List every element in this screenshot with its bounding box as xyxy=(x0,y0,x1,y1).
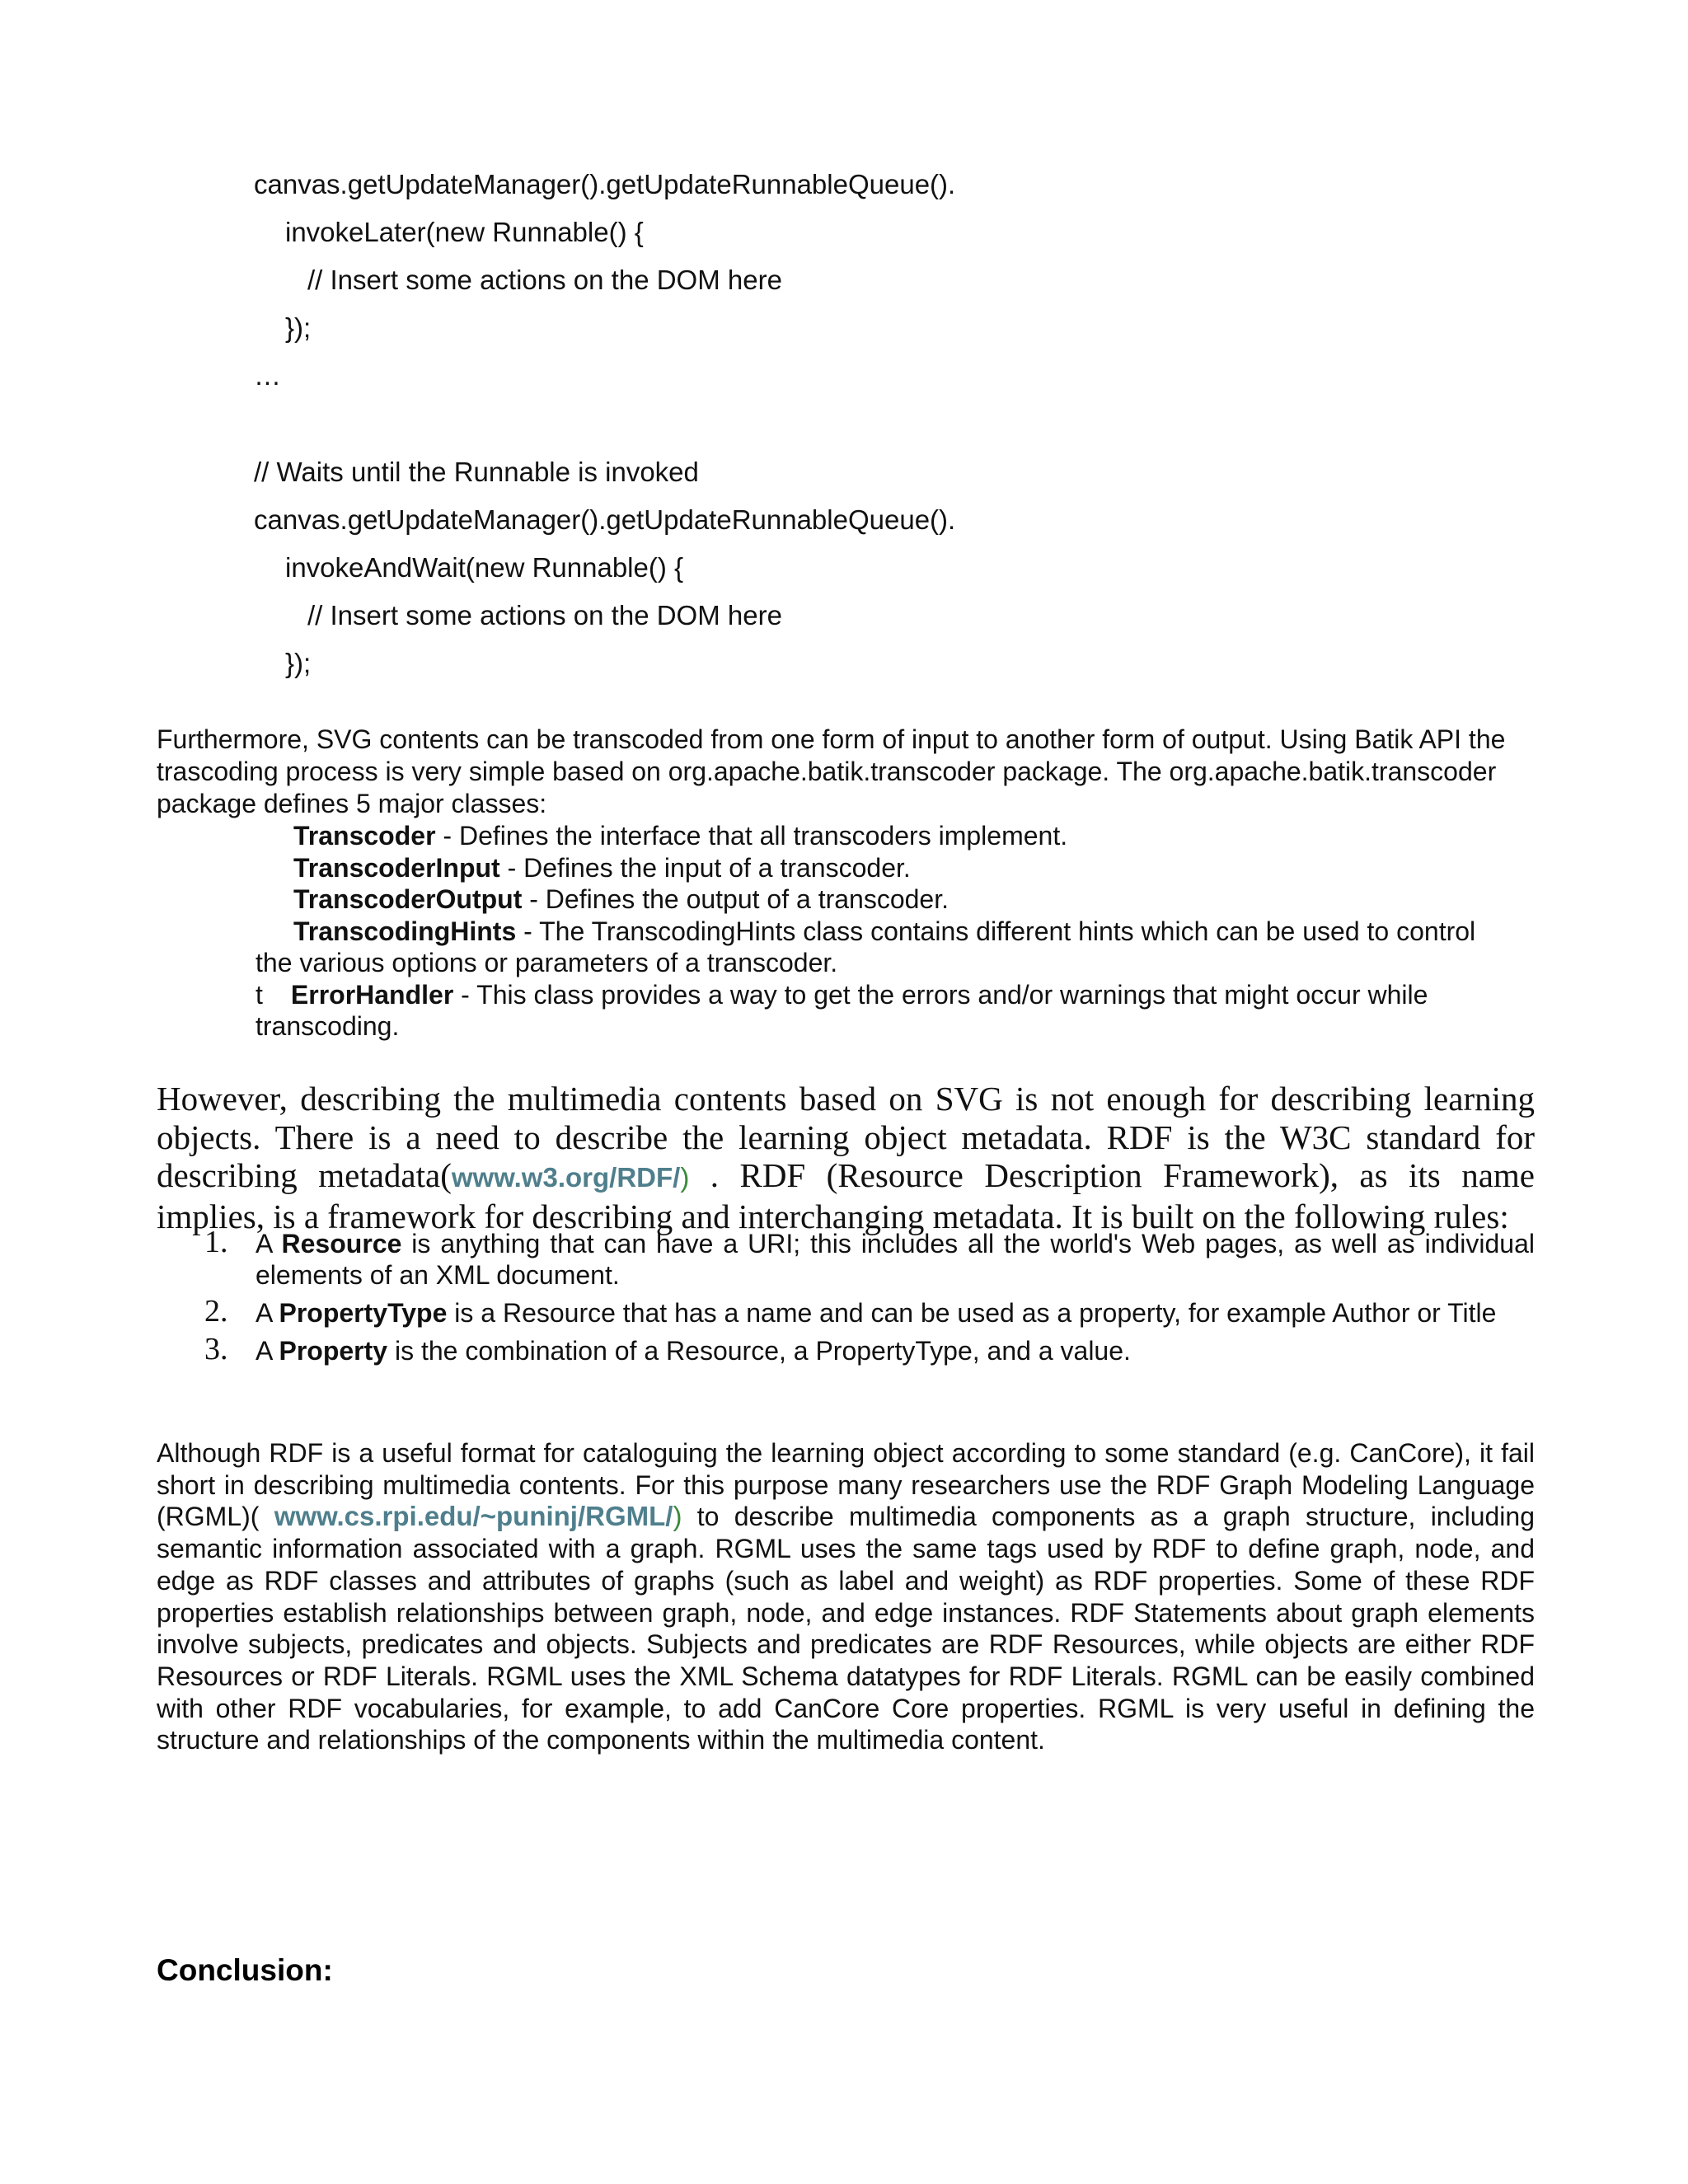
code-line: // Waits until the Runnable is invoked xyxy=(254,457,699,487)
code-line: // Insert some actions on the DOM here xyxy=(307,265,782,295)
class-description-continued: the various options or parameters of a transcoder. xyxy=(256,948,838,977)
paragraph-text: However, describing the multimedia contents based on SVG is not enough for describing learning objects. There is a need to describe the learning object metadata. RDF is the W3C standard for describing metadata( xyxy=(157,1080,1535,1194)
closing-paren: ) xyxy=(673,1501,682,1532)
code-block xyxy=(0,0,1688,701)
code-line: // Insert some actions on the DOM here xyxy=(307,600,782,630)
rule-term: Property xyxy=(279,1336,388,1366)
paragraph-rdf xyxy=(157,1080,1535,1235)
code-line: }); xyxy=(285,648,312,678)
list-item xyxy=(157,1294,1535,1329)
paragraph-transcoding: Furthermore, SVG contents can be transcoded from one form of input to another form of output. Using Batik API the trascoding process is very simple based on org.apache.batik.transcoder package. The org.apache.batik.transcoder package defines 5 major classes: xyxy=(157,724,1506,818)
list-item xyxy=(157,820,1533,852)
rule-text: A xyxy=(256,1229,282,1258)
list-item xyxy=(157,916,1533,979)
rule-text: A xyxy=(256,1336,279,1366)
class-name: TranscodingHints xyxy=(293,916,517,946)
stray-bullet: t xyxy=(256,979,263,1010)
rule-term: Resource xyxy=(281,1229,402,1258)
list-item xyxy=(157,852,1533,884)
w3c-rdf-link[interactable]: www.w3.org/RDF/ xyxy=(451,1162,681,1193)
code-line: invokeLater(new Runnable() { xyxy=(285,217,644,247)
code-line: }); xyxy=(285,312,312,343)
rdf-rules-list xyxy=(157,1225,1536,1373)
class-name: TranscoderOutput xyxy=(293,884,523,914)
paragraph-text: . RDF (Resource Description Framework), as its name implies, is a framework for describing and interchanging metadata. It is built on the following rules: xyxy=(157,1156,1535,1235)
list-item xyxy=(157,1225,1536,1291)
list-number: 1. xyxy=(204,1225,228,1259)
class-description: - This class provides a way to get the errors and/or warnings that might occur while xyxy=(453,979,1428,1010)
rule-text: A xyxy=(256,1298,279,1328)
list-item xyxy=(157,1332,1535,1366)
section-heading-conclusion: Conclusion: xyxy=(157,1953,333,1987)
rule-text: is anything that can have a URI; this includes all the world's Web pages, as well as individual elements of an XML document. xyxy=(256,1229,1536,1290)
rgml-link[interactable]: www.cs.rpi.edu/~puninj/RGML/ xyxy=(274,1501,673,1532)
code-line: canvas.getUpdateManager().getUpdateRunnableQueue(). xyxy=(254,504,956,535)
class-description-continued: transcoding. xyxy=(256,1011,400,1041)
paragraph-rgml xyxy=(157,1437,1535,1756)
rule-text: is the combination of a Resource, a PropertyType, and a value. xyxy=(387,1336,1131,1366)
class-description: - Defines the output of a transcoder. xyxy=(522,884,949,914)
transcoder-class-list xyxy=(157,820,1533,1043)
class-name: ErrorHandler xyxy=(290,979,454,1010)
list-number: 2. xyxy=(204,1294,228,1329)
code-line: … xyxy=(254,360,281,391)
list-item xyxy=(157,883,1533,916)
class-description: - The TranscodingHints class contains different hints which can be used to control xyxy=(516,916,1476,946)
closing-paren: ) xyxy=(680,1162,690,1193)
paragraph-text: Although RDF is a useful format for cataloguing the learning object according to some standard (e.g. CanCore), it fail short in describing multimedia contents. For this purpose many researchers use the RDF Graph Modeling Language (RGML)( xyxy=(157,1438,1535,1532)
code-line: invokeAndWait(new Runnable() { xyxy=(285,552,684,583)
class-description: - Defines the interface that all transcoders implement. xyxy=(435,821,1068,851)
class-description: - Defines the input of a transcoder. xyxy=(499,852,911,883)
code-line: canvas.getUpdateManager().getUpdateRunnableQueue(). xyxy=(254,169,956,199)
rule-text: is a Resource that has a name and can be used as a property, for example Author or Title xyxy=(447,1298,1497,1328)
class-name: TranscoderInput xyxy=(293,852,500,883)
paragraph-text: to describe multimedia components as a graph structure, including semantic information associated with a graph. RGML uses the same tags used by RDF to define graph, node, and edge as RDF classes and attributes of graphs (such as label and weight) as RDF properties. Some of these RDF properties establish relationships between graph, node, and edge instances. RDF Statements about graph elements involve subjects, predicates and objects. Subjects and predicates are RDF Resources, while objects are either RDF Resources or RDF Literals. RGML uses the XML Schema datatypes for RDF Literals. RGML can be easily combined with other RDF vocabularies, for example, to add CanCore Core properties. RGML is very useful in defining the structure and relationships of the components within the multimedia content. xyxy=(157,1502,1536,1755)
list-number: 3. xyxy=(204,1332,228,1366)
list-item xyxy=(157,979,1533,1043)
class-name: Transcoder xyxy=(293,821,436,851)
rule-term: PropertyType xyxy=(279,1298,448,1328)
